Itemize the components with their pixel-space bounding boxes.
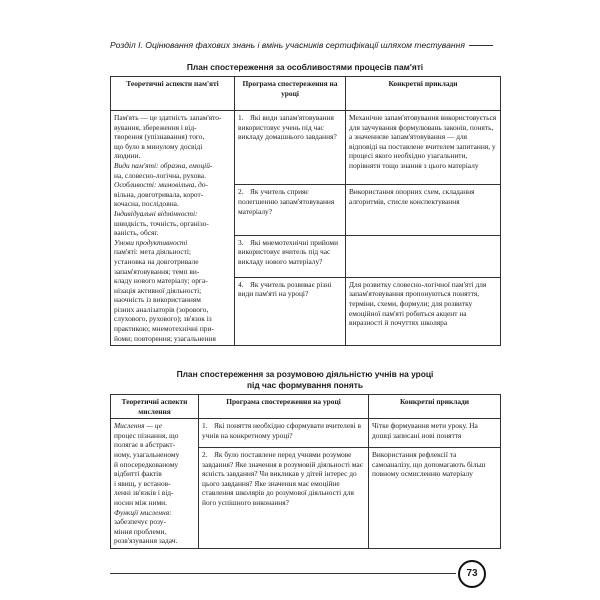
- theory-line: ному, узагальненому: [114, 449, 180, 459]
- theory-line: кладу нового матеріалу; орга-: [114, 276, 208, 286]
- theory-line: ленні зв'язків і від-: [114, 488, 174, 498]
- question-number: 1.: [238, 113, 244, 122]
- question-text: Як було поставлене перед учнями розумове завдання? Яке значення в розумовій діяльності має ясність завдання? Чи викликав у дітей інтерес до цього завдання? Яке значення має емоційне ставлення школярів до розумової діяльності для його успішного виконання?: [202, 450, 363, 507]
- theory-line: розв'язування задач.: [114, 536, 178, 546]
- example-cell: Чітке формування мети уроку. На дошці записані нові поняття: [369, 419, 501, 448]
- program-question: [199, 419, 369, 448]
- question-number: 2.: [238, 187, 244, 197]
- page-number: 73: [458, 560, 486, 588]
- theory-line: творення (упізнавання) того,: [114, 132, 205, 142]
- memory-observation-table: [110, 76, 501, 346]
- table1-title: План спостереження за особливостями процесів пам'яті: [186, 62, 424, 72]
- question-text: Які види запам'ятовування використовує учень під час викладу домашнього завдання?: [238, 113, 337, 142]
- example-cell: Використання опорних схем, складання алгоритмів, стисле конспектування: [346, 185, 501, 235]
- theory-line: Індивідуальні відмінності:: [114, 208, 198, 218]
- theory-line: слухового, рухового); зв'язок із: [114, 314, 212, 324]
- program-question: [235, 185, 346, 235]
- question-number: 3.: [238, 237, 244, 247]
- theory-line: вільна, довготривала, корот-: [114, 189, 204, 199]
- question-text: Які мнемотехнічні прийоми використовує вчитель під час викладу нового матеріалу?: [238, 237, 339, 266]
- example-cell: [346, 235, 501, 277]
- theory-line: Функції мислення:: [114, 507, 172, 517]
- thinking-theory-cell: [111, 419, 199, 549]
- table2-title: [110, 369, 500, 391]
- theory-line: установка на довготривале: [114, 256, 199, 266]
- program-question: [235, 111, 346, 185]
- theory-line: нізація активної діяльності;: [114, 285, 202, 295]
- table2-col-theory: Теоретичні аспекти мислення: [111, 395, 199, 419]
- theory-line: забезпечує розу-: [114, 517, 166, 527]
- theory-line: різних аналізаторів (зорового,: [114, 304, 209, 314]
- theory-line: Мислення — це: [114, 421, 163, 431]
- program-question: [235, 277, 346, 345]
- theory-line: Особливості: мимовільна, до-: [114, 180, 208, 190]
- theory-line: міння проблеми,: [114, 526, 167, 536]
- memory-theory-cell: [111, 111, 235, 346]
- table2-title-line2: під час формування понять: [246, 380, 363, 390]
- theory-line: і явищ, у встанов-: [114, 478, 171, 488]
- theory-line: запам'ятовування; темп ви-: [114, 266, 200, 276]
- theory-line: вування, збереження і від-: [114, 122, 197, 132]
- example-cell: Для розвитку словесно-логічної пам'яті для запам'ятовування пропонуються поняття, терміни, схеми, формули; для розвитку емоційної пам'яті робиться акцент на виразності й почуттях школяра: [346, 277, 501, 345]
- theory-line: полягає в абстракт-: [114, 440, 176, 450]
- table2-header-row: [111, 395, 501, 419]
- table-row: [111, 111, 501, 185]
- example-cell: Механічне запам'ятовування використовується для заучування формулювань законів, понять, а значеннєве запам'ятовування — для відповіді на поставлене вчителем запитання, у процесі якого необхідно узагальнити, порівняти тощо знання з цього матеріалу: [346, 111, 501, 185]
- footer-rule: [110, 573, 456, 574]
- header-rule: [469, 45, 493, 46]
- question-text: Як учитель розвиває різні види пам'яті на уроці?: [238, 279, 332, 299]
- table2-title-line1: План спостереження за розумовою діяльністю учнів на уроці: [176, 369, 434, 379]
- theory-line: практикою; мнемотехнічні при-: [114, 324, 214, 334]
- theory-line: процес пізнання, що: [114, 430, 179, 440]
- theory-line: на, словесно-логічна, рухова.: [114, 170, 206, 180]
- table1-col-examples: Конкретні приклади: [346, 77, 501, 111]
- thinking-observation-table: [110, 394, 501, 549]
- question-text: Як учитель сприяє полегшенню запам'ятовування матеріалу?: [238, 187, 335, 216]
- program-question: [199, 448, 369, 549]
- theory-line: Умови продуктивності: [114, 237, 188, 247]
- theory-line: швидкість, точність, організо-: [114, 218, 209, 228]
- table-row: [111, 419, 501, 448]
- running-header: [110, 40, 500, 50]
- theory-line: Види пам'яті: образна, емоцій-: [114, 160, 213, 170]
- theory-line: кочасна, послідовна.: [114, 199, 179, 209]
- table1-col-program: Програма спостереження на уроці: [235, 77, 346, 111]
- theory-line: ваність, обсяг.: [114, 228, 159, 238]
- table2-col-program: Програма спостереження на уроці: [199, 395, 369, 419]
- theory-line: йоми; повторення; узагальнення: [114, 333, 216, 343]
- theory-line: відбитті фактів: [114, 469, 162, 479]
- theory-line: людини.: [114, 151, 141, 161]
- question-text: Які поняття необхідно сформувати вчителеві в учнів на конкретному уроці?: [202, 421, 362, 440]
- question-number: 4.: [238, 279, 244, 289]
- question-number: 2.: [202, 450, 208, 459]
- question-number: 1.: [202, 421, 208, 431]
- theory-line: Пам'ять — це здатність запам'ято-: [114, 113, 222, 122]
- table1-col-theory: Теоретичні аспекти пам'яті: [111, 77, 235, 111]
- program-question: [235, 235, 346, 277]
- theory-line: що було в минулому досвіді: [114, 141, 203, 151]
- example-cell: Використання рефлексії та самоаналізу, що допомагають більш повному осмисленню матеріалу: [369, 448, 501, 549]
- theory-line: пам'яті: мета діяльності;: [114, 247, 191, 257]
- running-title: Розділ І. Оцінювання фахових знань і вмінь учасників сертифікації шляхом тестування: [110, 40, 465, 50]
- table2-col-examples: Конкретні приклади: [369, 395, 501, 419]
- theory-line: носин між ними.: [114, 497, 167, 507]
- theory-line: наочність із використанням: [114, 295, 201, 305]
- theory-line: й опосередкованому: [114, 459, 179, 469]
- table1-header-row: [111, 77, 501, 111]
